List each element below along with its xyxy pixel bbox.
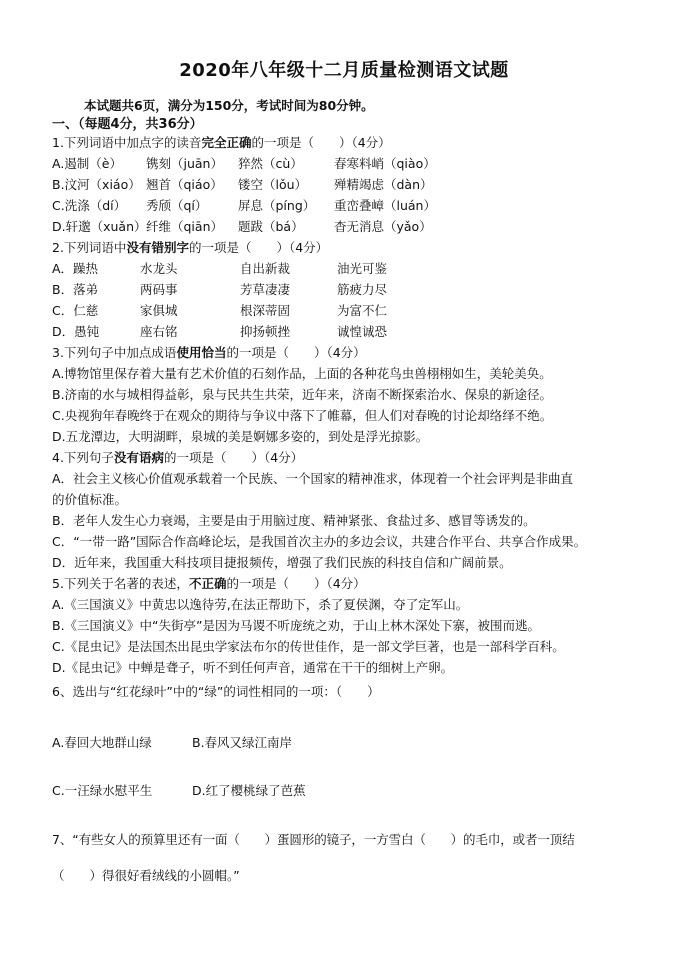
q5-option: C.《昆虫记》是法国杰出昆虫学家法布尔的传世佳作，是一部文学巨著，也是一部科学百科。 — [52, 639, 565, 654]
q5-stem-key: 不正确 — [188, 576, 227, 591]
q1-cell: D.轩邈（xuǎn） — [52, 219, 147, 234]
q4-stem-c: 的一项是（ ）（4分） — [163, 450, 304, 465]
q2-cell: 油光可鉴 — [337, 261, 388, 276]
q1-cell: 殚精竭虑（dàn） — [334, 177, 433, 192]
q2-stem — [52, 238, 328, 256]
q2-option-row — [52, 259, 387, 277]
q1-option-row — [52, 175, 433, 193]
q1-option-row — [52, 196, 436, 214]
q1-cell: 翘首（qiáo） — [146, 177, 223, 192]
q3-stem — [52, 343, 366, 361]
q2-cell: 抑扬顿挫 — [240, 324, 291, 339]
q7-line: 7、“有些女人的预算里还有一面（ ）蛋圆形的镜子，一方雪白（ ）的毛巾，或者一顶结 — [52, 832, 575, 847]
q4-option: C．“一带一路”国际合作高峰论坛，是我国首次主办的多边会议，共建合作平台、共享合作成果。 — [52, 534, 587, 549]
q3-option: C.央视狗年春晚终于在观众的期待与争议中落下了帷幕，但人们对春晚的讨论却络绎不绝。 — [52, 408, 553, 423]
q1-cell: 题跋（bá） — [238, 219, 304, 234]
page-title: 2020年八年级十二月质量检测语文试题 — [179, 60, 509, 81]
q4-option: B．老年人发生心力衰竭，主要是由于用脑过度、精神紧张、食盐过多、感冒等诱发的。 — [52, 513, 536, 528]
q6-options-cd — [52, 781, 306, 799]
q3-option: B.济南的水与城相得益彰，泉与民共生共荣，近年来，济南不断探索治水、保泉的新途径。 — [52, 387, 553, 402]
q1-cell: 秀颀（qí） — [146, 198, 208, 213]
q3-stem-a: 3.下列句子中加点成语 — [52, 345, 177, 360]
q2-cell: 为富不仁 — [337, 303, 388, 318]
q2-cell: D．愚钝 — [52, 324, 100, 339]
q1-option-row — [52, 217, 432, 235]
q4-stem-key: 没有语病 — [113, 450, 164, 465]
q6-option-a: A.春回大地群山绿 — [52, 735, 152, 750]
q2-stem-key: 没有错别字 — [126, 240, 189, 255]
q2-cell: 座右铭 — [140, 324, 178, 339]
q6-option-c: C.一汪绿水慰平生 — [52, 783, 153, 798]
q4-option: A．社会主义核心价值观承载着一个民族、一个国家的精神准求，体现着一个社会评判是非曲直 — [52, 471, 574, 486]
q3-stem-c: 的一项是（ ）（4分） — [226, 345, 366, 360]
q1-cell: 重峦叠嶂（luán） — [334, 198, 436, 213]
q2-stem-a: 2.下列词语中 — [52, 240, 127, 255]
q6-option-b: B.春风又绿江南岸 — [192, 735, 293, 750]
q6-stem: 6、选出与“红花绿叶”中的“绿”的词性相同的一项：（ ） — [52, 684, 380, 699]
q1-cell: 纤维（qiān） — [146, 219, 223, 234]
q1-stem-c: 的一项是（ ）（4分） — [251, 135, 391, 150]
exam-note: 本试题共6页，满分为150分，考试时间为80分钟。 — [84, 98, 374, 113]
q1-cell: 镌刻（juān） — [146, 156, 223, 171]
q2-cell: 两码事 — [140, 282, 178, 297]
q1-cell: B.汶河（xiáo） — [52, 177, 141, 192]
q2-cell: A．躁热 — [52, 261, 99, 276]
q3-option: D.五龙潭边，大明湖畔，泉城的美是婀娜多姿的，到处是浮光掠影。 — [52, 429, 429, 444]
q5-stem — [52, 574, 366, 592]
q2-cell: 筋疲力尽 — [337, 282, 388, 297]
q1-cell: 杳无消息（yǎo） — [334, 219, 432, 234]
q1-cell: C.洗涤（dí） — [52, 198, 127, 213]
q2-cell: C．仁慈 — [52, 303, 99, 318]
q7-line: （ ）得很好看绒线的小圆帽。” — [52, 868, 240, 883]
section-heading: 一、（每题4分，共36分） — [52, 117, 203, 132]
q3-option: A.博物馆里保存着大量有艺术价值的石刻作品，上面的各种花鸟虫兽栩栩如生，美轮美奂。 — [52, 366, 552, 381]
q1-cell: 猝然（cù） — [238, 156, 303, 171]
q2-cell: 家俱城 — [140, 303, 178, 318]
q1-cell: 屏息（píng） — [238, 198, 316, 213]
q2-cell: 根深蒂固 — [240, 303, 291, 318]
q5-option: A.《三国演义》中黄忠以逸待劳,在法正帮助下，杀了夏侯渊，夺了定军山。 — [52, 597, 469, 612]
q4-stem — [52, 448, 303, 466]
q2-cell: B．落弟 — [52, 282, 99, 297]
q5-option: D.《昆虫记》中蝉是聋子，听不到任何声音，通常在干干的细树上产卵。 — [52, 660, 454, 675]
q1-cell: 春寒料峭（qiào） — [334, 156, 436, 171]
q3-stem-key: 使用恰当 — [176, 345, 227, 360]
q6-options-ab — [52, 733, 292, 751]
q1-cell: 镂空（lǒu） — [238, 177, 308, 192]
q2-stem-c: 的一项是（ ）（4分） — [188, 240, 329, 255]
q4-stem-a: 4.下列句子 — [52, 450, 114, 465]
q1-stem-key: 完全正确 — [201, 135, 252, 150]
q4-option: D．近年来，我国重大科技项目捷报频传，增强了我们民族的科技自信和广阔前景。 — [52, 555, 512, 570]
q5-stem-a: 5.下列关于名著的表述， — [52, 576, 189, 591]
q1-stem-a: 1.下列词语中加点字的读音 — [52, 135, 202, 150]
q2-cell: 芳草凄凄 — [240, 282, 291, 297]
q1-option-row — [52, 154, 436, 172]
q5-stem-c: 的一项是（ ）（4分） — [226, 576, 366, 591]
q5-option: B.《三国演义》中“失街亭”是因为马谡不听庞统之劝，于山上林木深处下寨，被围而逃。 — [52, 618, 541, 633]
q1-cell: A.遏制（è） — [52, 156, 122, 171]
q2-option-row — [52, 322, 387, 340]
q2-cell: 自出新裁 — [240, 261, 291, 276]
q2-option-row — [52, 280, 387, 298]
q2-option-row — [52, 301, 387, 319]
q6-option-d: D.红了樱桃绿了芭蕉 — [192, 783, 306, 798]
q1-stem — [52, 133, 391, 151]
q4-option-continued: 的价值标准。 — [52, 492, 128, 507]
q2-cell: 诚惶诚恐 — [337, 324, 388, 339]
q2-cell: 水龙头 — [140, 261, 178, 276]
